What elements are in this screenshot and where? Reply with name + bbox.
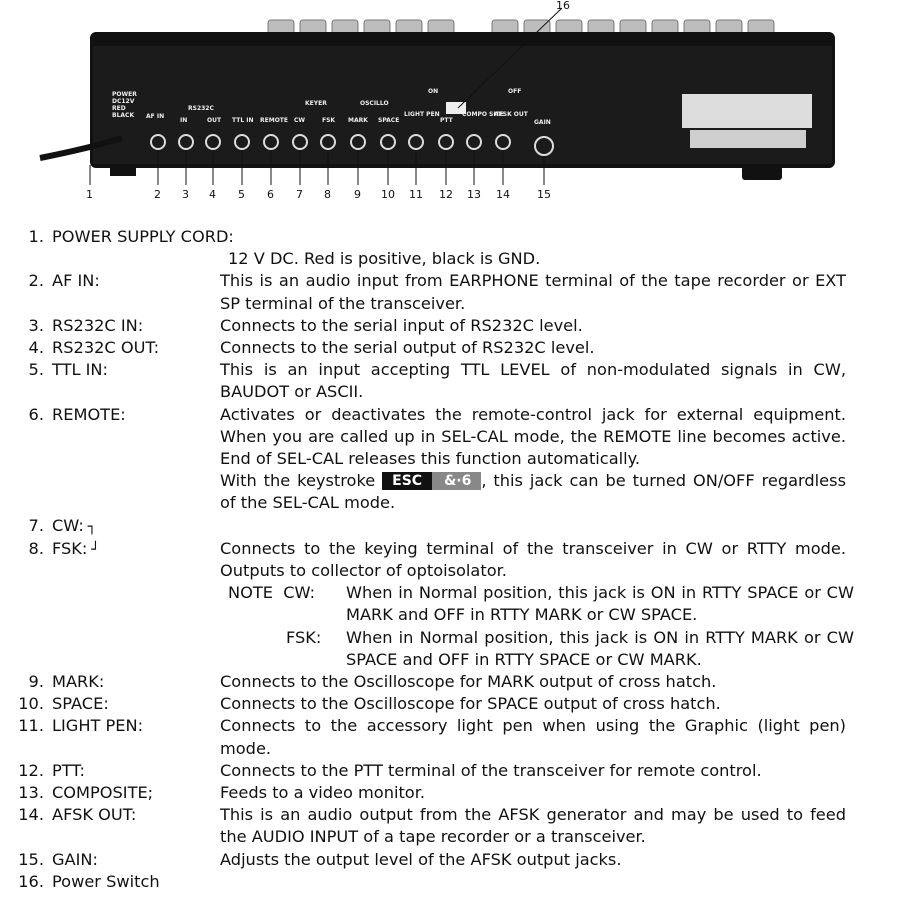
list-item	[0, 404, 913, 515]
list-item	[0, 693, 913, 715]
label-light-pen: LIGHT PEN	[404, 111, 440, 118]
callout-5: 5	[238, 188, 245, 201]
remote-description: Activates or deactivates the remote-control jack for external equipment. When you are called up in SEL-CAL mode, the REMOTE line becomes active. End of SEL-CAL releases this function automatically.	[220, 404, 846, 469]
note-fsk-tag: FSK:	[286, 627, 322, 647]
label-power: POWER	[112, 91, 137, 98]
esc-key: ESC	[382, 472, 436, 490]
list-item	[0, 804, 913, 848]
item-description: 12 V DC. Red is positive, black is GND.	[228, 249, 541, 269]
list-item	[0, 671, 913, 693]
item-number: 2.	[28, 271, 44, 291]
label-af-in: AF IN	[146, 113, 165, 120]
list-item	[0, 359, 913, 403]
callout-6: 6	[267, 188, 274, 201]
item-description: Connects to the keying terminal of the transceiver in CW or RTTY mode. Outputs to collector of optoisolator.	[220, 538, 846, 581]
item-description: Connects to the serial input of RS232C level.	[220, 315, 583, 335]
label-space: SPACE	[378, 117, 400, 124]
item-description: Connects to the serial output of RS232C level.	[220, 338, 595, 358]
item-label: PTT:	[52, 760, 85, 780]
note-cw-text: When in Normal position, this jack is ON in RTTY SPACE or CW MARK and OFF in RTTY MARK or CW SPACE.	[346, 583, 854, 625]
item-number: 8.	[28, 538, 44, 558]
label-ttl-in: TTL IN	[232, 117, 254, 124]
label-afsk-out: AFSK OUT	[494, 111, 528, 118]
keyboard-keys	[268, 20, 774, 34]
item-description: Adjusts the output level of the AFSK output jacks.	[220, 849, 622, 869]
label-remote: REMOTE	[260, 117, 288, 124]
label-oscillo: OSCILLO	[360, 100, 389, 107]
item-label: CW:	[52, 515, 84, 535]
callout-8: 8	[324, 188, 331, 201]
item-description: Connects to the accessory light pen when using the Graphic (light pen) mode.	[220, 716, 846, 758]
label-red: RED	[112, 105, 126, 112]
bracket-top-icon: ┐	[87, 518, 97, 535]
item-number: 15.	[18, 849, 44, 869]
callout-16: 16	[556, 0, 570, 12]
item-label-wrap	[52, 538, 220, 582]
callout-10: 10	[381, 188, 395, 201]
item-description: Connects to the PTT terminal of the transceiver for remote control.	[220, 760, 762, 780]
label-mark: MARK	[348, 117, 368, 124]
note-fsk-text: When in Normal position, this jack is ON in RTTY MARK or CW SPACE and OFF in RTTY SPACE or CW MARK.	[346, 627, 854, 669]
label-ptt: PTT	[440, 117, 453, 124]
label-plate	[682, 94, 812, 128]
callout-4: 4	[209, 188, 216, 201]
list-item	[0, 315, 913, 337]
item-number: 13.	[18, 783, 44, 803]
item-number: 7.	[28, 515, 44, 535]
list-item	[0, 715, 913, 759]
label-rs232c: RS232C	[188, 105, 214, 112]
item-list	[0, 226, 913, 893]
item-number: 9.	[28, 672, 44, 692]
item-number: 14.	[18, 805, 44, 825]
label-keyer: KEYER	[305, 100, 327, 107]
item-number: 5.	[28, 360, 44, 380]
item-number: 16.	[18, 871, 44, 891]
callout-13: 13	[467, 188, 481, 201]
list-item	[0, 871, 913, 893]
label-cw: CW	[294, 117, 306, 124]
item-label: LIGHT PEN:	[52, 716, 144, 736]
item-label: RS232C OUT:	[52, 338, 160, 358]
label-composite: COMPO SITE	[462, 111, 504, 118]
callout-7: 7	[296, 188, 303, 201]
item-label-wrap	[52, 515, 220, 538]
label-fsk: FSK	[322, 117, 336, 124]
item-number: 11.	[18, 716, 44, 736]
label-rs-in: IN	[180, 117, 188, 124]
list-item	[0, 760, 913, 782]
callout-12: 12	[439, 188, 453, 201]
item-description: This is an audio input from EARPHONE terminal of the tape recorder or EXT SP terminal of the transceiver.	[220, 271, 846, 313]
list-item	[0, 270, 913, 314]
label-dc12v: DC12V	[112, 98, 135, 105]
callout-9: 9	[354, 188, 361, 201]
item-label: REMOTE:	[52, 404, 126, 424]
item-number: 1.	[28, 227, 44, 246]
note-fsk	[0, 627, 913, 671]
list-item	[0, 782, 913, 804]
label-off: OFF	[508, 88, 522, 95]
list-item	[0, 337, 913, 359]
label-black: BLACK	[112, 112, 135, 119]
keystroke-tail: , this jack can be turned ON/OFF regardless of the SEL-CAL mode.	[220, 471, 846, 513]
item-description: Feeds to a video monitor.	[220, 783, 426, 803]
item-label: AFSK OUT:	[52, 805, 137, 825]
list-item	[0, 538, 913, 582]
item-label: SPACE:	[52, 694, 109, 714]
item-label: COMPOSITE;	[52, 783, 154, 803]
item-description: Connects to the Oscilloscope for MARK output of cross hatch.	[220, 672, 717, 692]
list-item	[0, 515, 913, 538]
item-label: MARK:	[52, 672, 105, 692]
item-label: RS232C IN:	[52, 315, 144, 335]
item-description: This is an input accepting TTL LEVEL of non-modulated signals in CW, BAUDOT or ASCII.	[220, 360, 846, 402]
list-item	[0, 226, 913, 248]
note-cw-tag: NOTE CW:	[228, 583, 316, 603]
item-number: 4.	[28, 338, 44, 358]
item-number: 10.	[18, 694, 44, 714]
callout-2: 2	[154, 188, 161, 201]
bracket-bottom-icon: ┘	[91, 541, 100, 558]
item-label: Power Switch	[52, 871, 160, 891]
item-label: FSK:	[52, 538, 88, 558]
item-number: 6.	[28, 404, 44, 424]
callout-14: 14	[496, 188, 510, 201]
item-description	[220, 404, 846, 515]
item-number: 12.	[18, 760, 44, 780]
item-description: This is an audio output from the AFSK generator and may be used to feed the AUDIO INPUT of a tape recorder or a transceiver.	[220, 805, 846, 847]
list-item	[0, 849, 913, 871]
item-label: TTL IN:	[52, 360, 108, 380]
item-number: 3.	[28, 315, 44, 335]
label-rs-out: OUT	[207, 117, 222, 124]
rear-panel-figure	[0, 0, 913, 215]
note-cw	[0, 582, 913, 626]
label-gain: GAIN	[534, 119, 551, 126]
item-label: GAIN:	[52, 849, 98, 869]
label-on: ON	[428, 88, 439, 95]
rear-panel-drawing	[0, 0, 913, 215]
amp-6-key: &·6	[432, 472, 481, 490]
item-label: AF IN:	[52, 271, 100, 291]
keystroke-intro: With the keystroke	[220, 471, 376, 491]
callout-11: 11	[409, 188, 423, 201]
callout-1: 1	[86, 188, 93, 201]
callout-3: 3	[182, 188, 189, 201]
item-description: Connects to the Oscilloscope for SPACE output of cross hatch.	[220, 694, 721, 714]
callout-15: 15	[537, 188, 551, 201]
item-label: POWER SUPPLY CORD:	[52, 227, 234, 246]
